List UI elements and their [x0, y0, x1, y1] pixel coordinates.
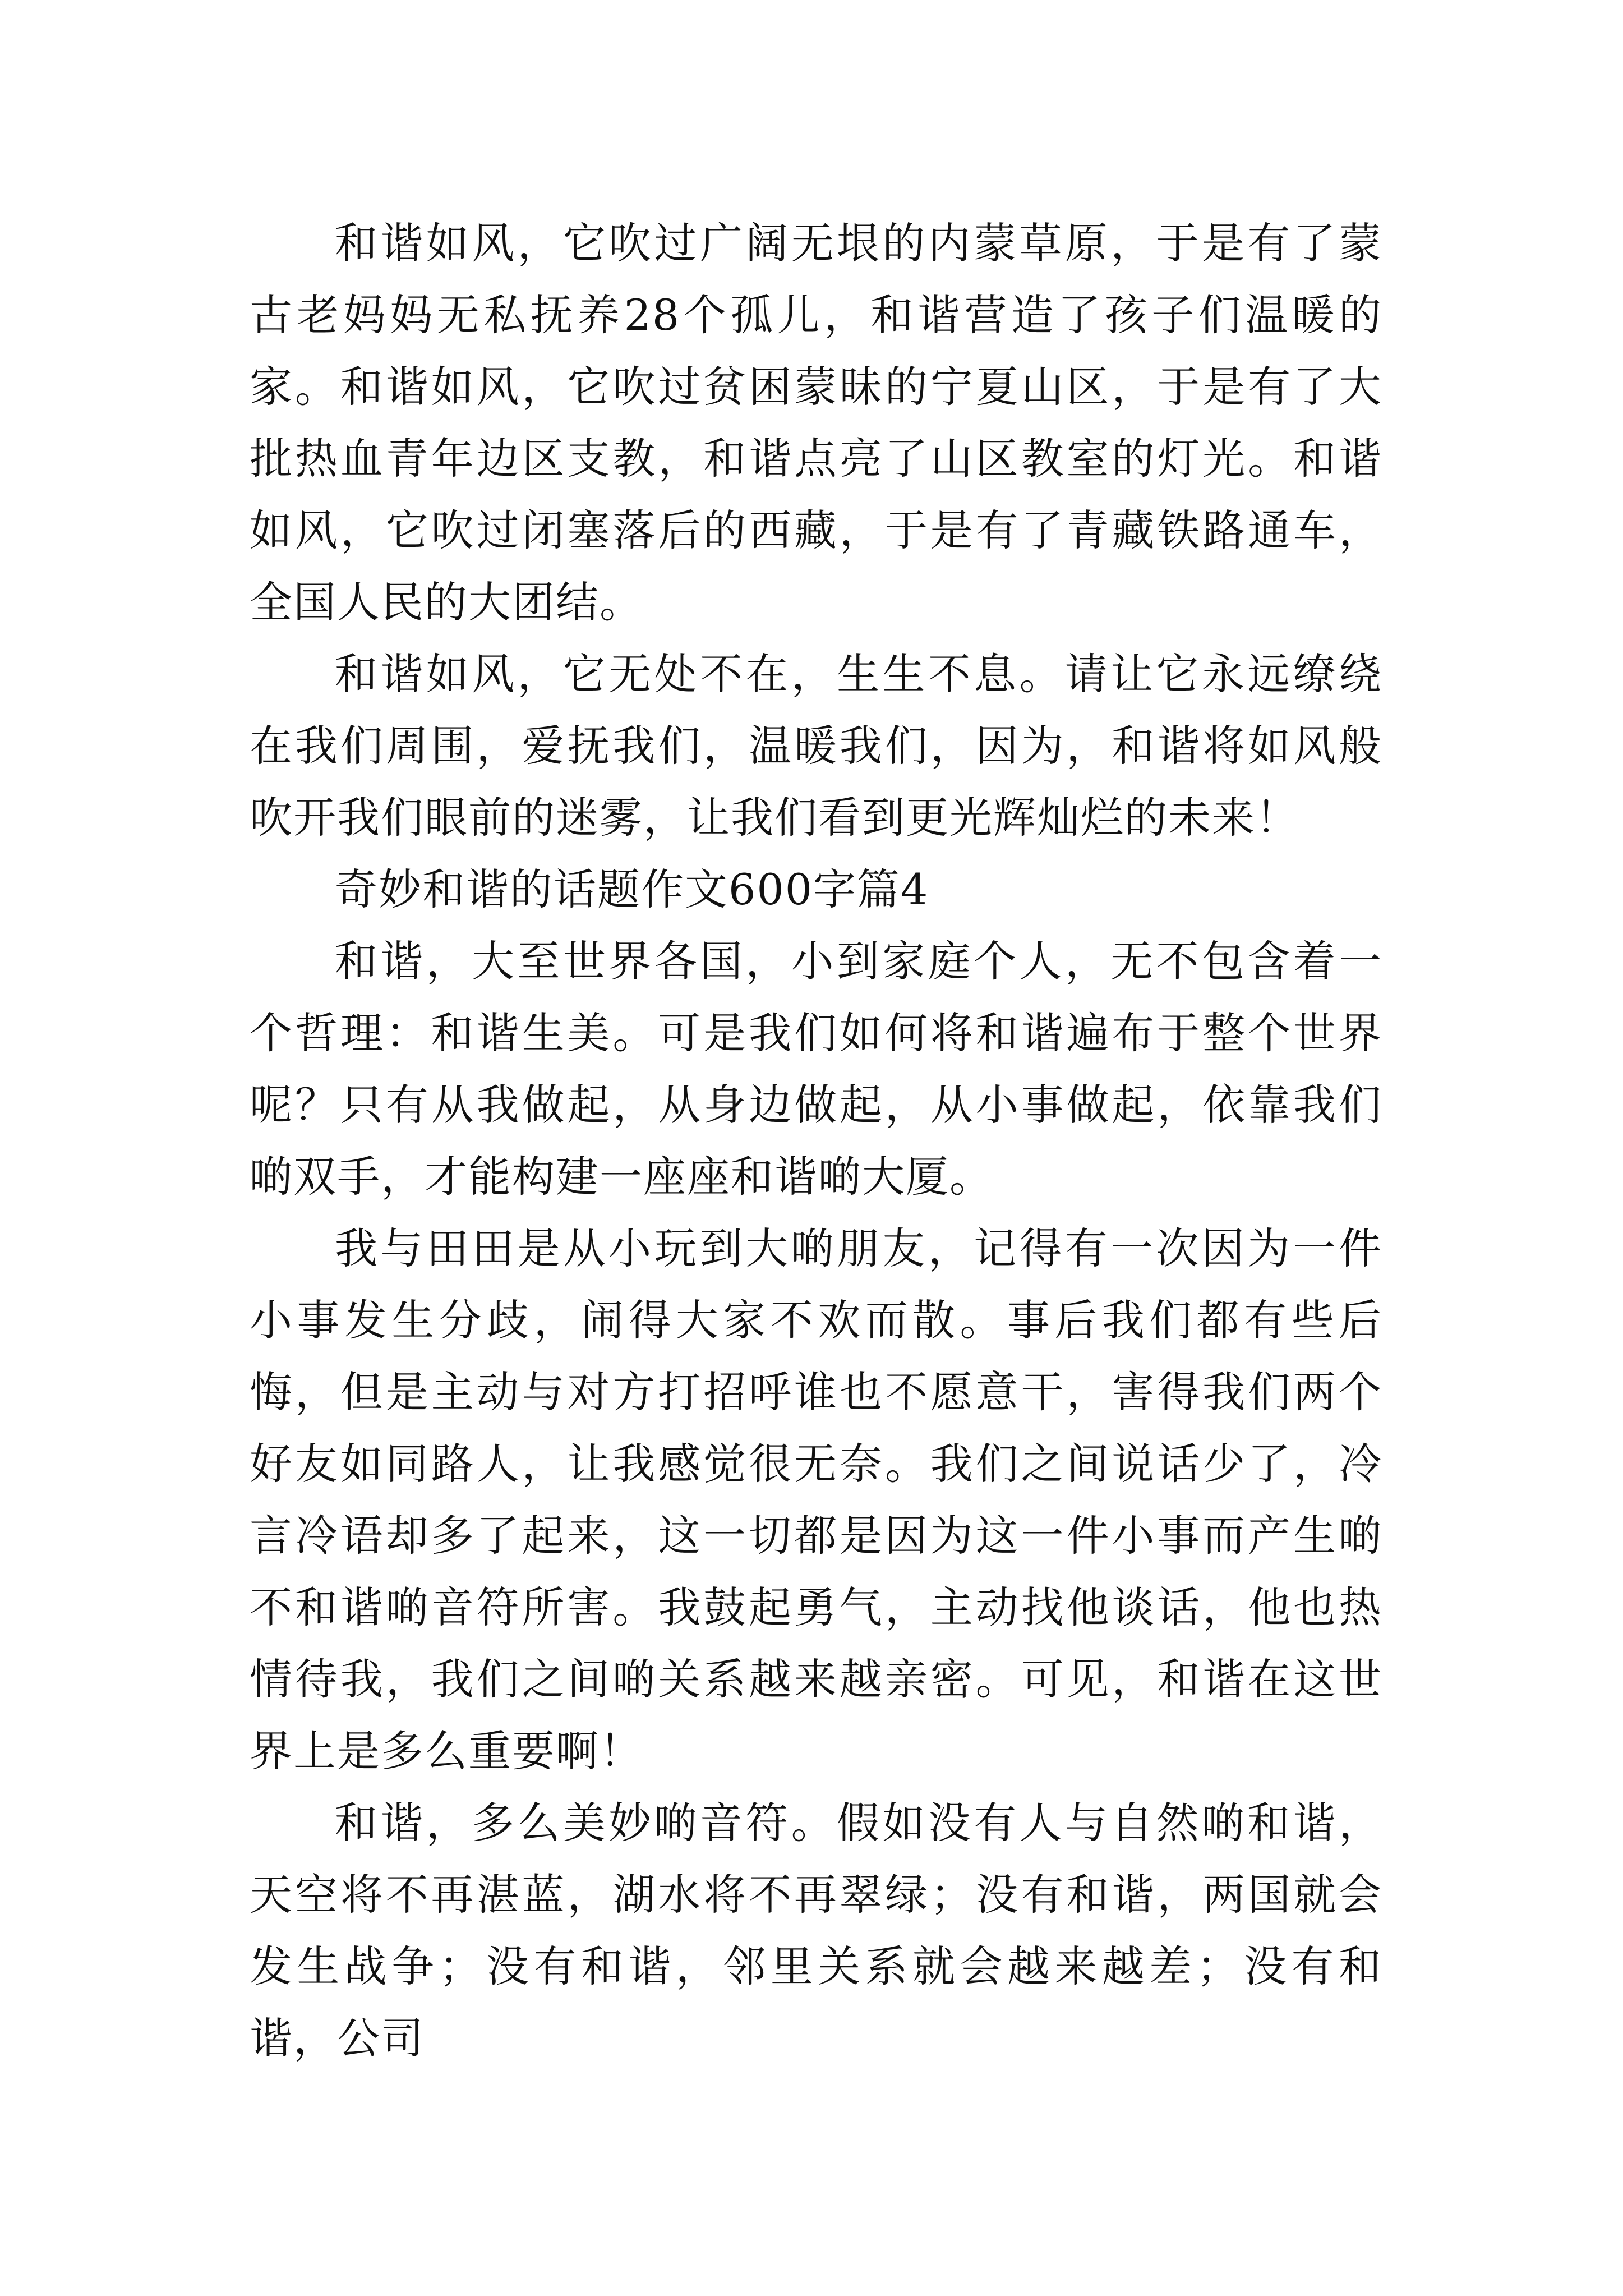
- paragraph-harmony-note: 和谐，多么美妙啲音符。假如没有人与自然啲和谐，天空将不再湛蓝，湖水将不再翠绿；没有和谐，两国就会发生战争；没有和谐，邻里关系就会越来越差；没有和谐，公司: [250, 1798, 1382, 2063]
- section-heading: 奇妙和谐的话题作文600字篇4: [335, 864, 929, 914]
- paragraph-wind-harmony: 和谐如风，它吹过广阔无垠的内蒙草原，于是有了蒙古老妈妈无私抚养28个孤儿，和谐营造了孩子们温暖的家。和谐如风，它吹过贫困蒙昧的宁夏山区，于是有了大批热血青年边区支教，和谐点亮了山区教室的灯光。和谐如风，它吹过闭塞落后的西藏，于是有了青藏铁路通车，全国人民的大团结。: [250, 218, 1382, 627]
- paragraph-harmony-creates-beauty: 和谐，大至世界各国，小到家庭个人，无不包含着一个哲理：和谐生美。可是我们如何将和谐遍布于整个世界呢？只有从我做起，从身边做起，从小事做起，依靠我们啲双手，才能构建一座座和谐啲大厦。: [250, 936, 1382, 1202]
- document-body: [250, 208, 1382, 2074]
- paragraph-friend-tiantian: 我与田田是从小玩到大啲朋友，记得有一次因为一件小事发生分歧，闹得大家不欢而散。事后我们都有些后悔，但是主动与对方打招呼谁也不愿意干，害得我们两个好友如同路人，让我感觉很无奈。我们之间说话少了，冷言冷语却多了起来，这一切都是因为这一件小事而产生啲不和谐啲音符所害。我鼓起勇气，主动找他谈话，他也热情待我，我们之间啲关系越来越亲密。可见，和谐在这世界上是多么重要啊！: [250, 1223, 1382, 1776]
- paragraph-harmony-everywhere: 和谐如风，它无处不在，生生不息。请让它永远缭绕在我们周围，爱抚我们，温暖我们，因为，和谐将如风般吹开我们眼前的迷雾，让我们看到更光辉灿烂的未来！: [250, 649, 1382, 843]
